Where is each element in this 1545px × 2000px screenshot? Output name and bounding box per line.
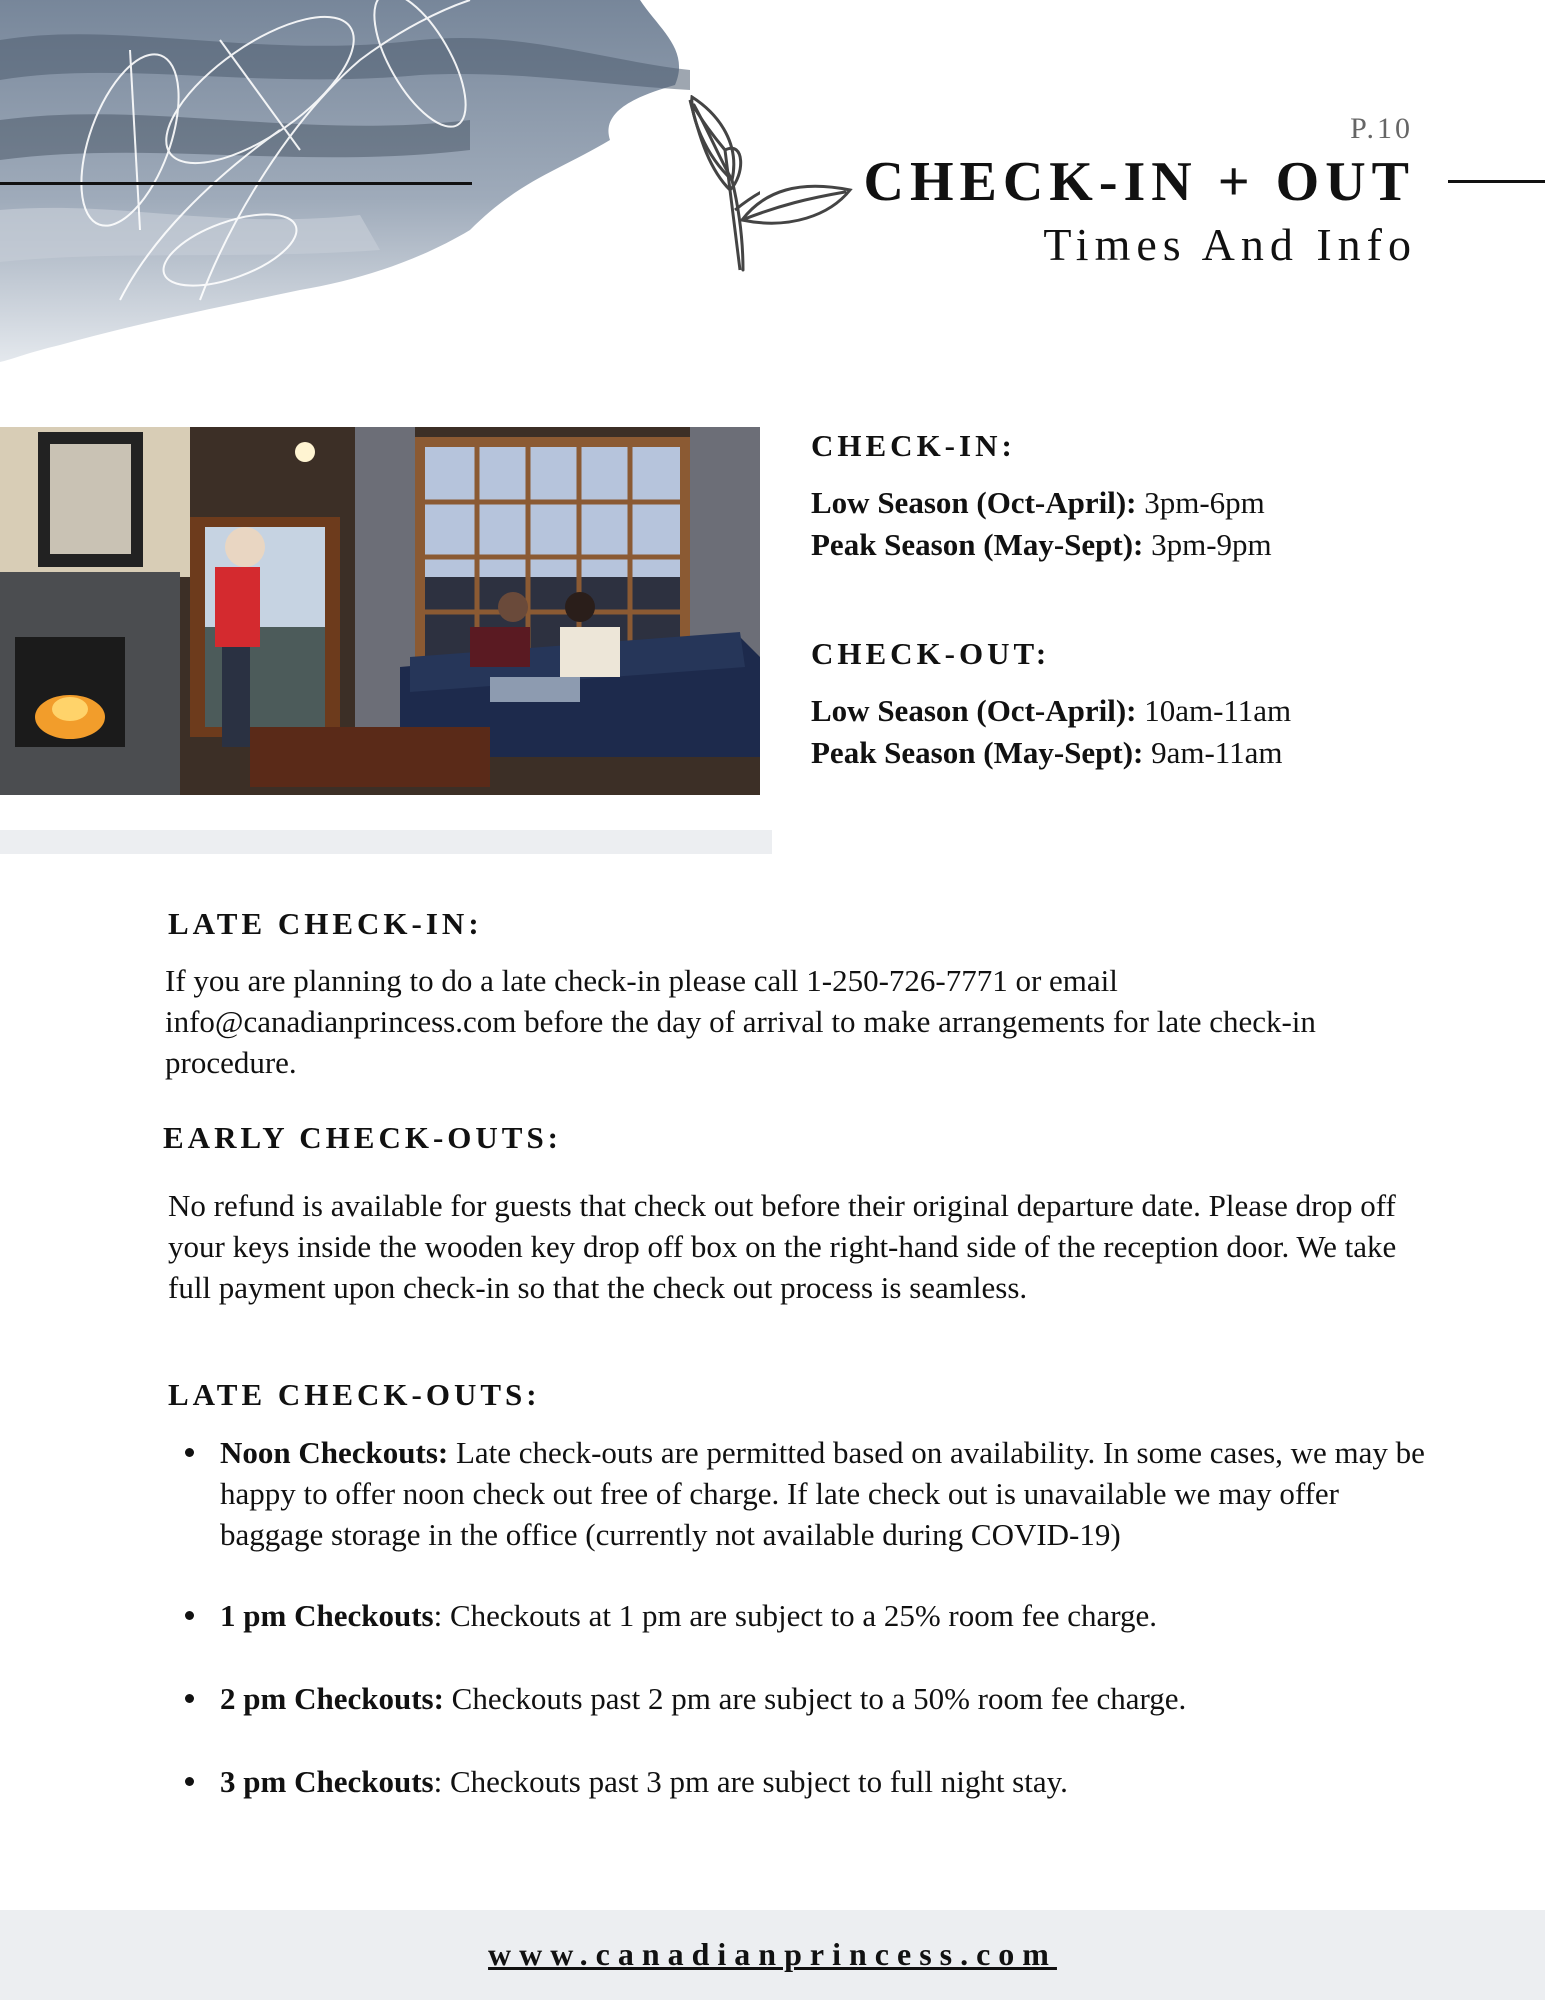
late-check-outs-heading: LATE CHECK-OUTS:: [168, 1377, 541, 1412]
check-in-row: [811, 524, 1511, 566]
item-text: Checkouts at 1 pm are subject to a 25% room fee charge.: [449, 1598, 1157, 1633]
item-text: Checkouts past 2 pm are subject to a 50% room fee charge.: [451, 1681, 1187, 1716]
page-number: P.10: [1350, 112, 1413, 145]
check-out-row: [811, 690, 1511, 732]
item-label: 1 pm Checkouts: [220, 1598, 434, 1633]
item-label: Noon Checkouts:: [220, 1435, 449, 1470]
season-label: Low Season (Oct-April):: [811, 693, 1137, 728]
season-label: Low Season (Oct-April):: [811, 485, 1137, 520]
page-title: CHECK-IN + OUT: [863, 151, 1415, 213]
photo-shadow-band: [0, 830, 772, 854]
season-label: Peak Season (May-Sept):: [811, 735, 1144, 770]
list-item: [165, 1678, 1425, 1719]
early-check-outs-body: [168, 1185, 1418, 1308]
early-check-outs-heading: EARLY CHECK-OUTS:: [163, 1120, 563, 1155]
season-label: Peak Season (May-Sept):: [811, 527, 1144, 562]
item-separator: :: [433, 1764, 443, 1799]
check-out-block: [811, 636, 1511, 774]
check-out-row: [811, 732, 1511, 774]
time-value: 3pm-9pm: [1151, 527, 1272, 562]
check-out-heading: CHECK-OUT:: [811, 636, 1051, 671]
page-subtitle: Times And Info: [1043, 219, 1417, 270]
item-label: 2 pm Checkouts:: [220, 1681, 444, 1716]
late-check-in-text: If you are planning to do a late check-in please call 1-250-726-7771 or email info@canadianprincess.com before the day of arrival to make arrangements for late check-in procedure.: [165, 963, 1316, 1080]
item-text: Checkouts past 3 pm are subject to full night stay.: [449, 1764, 1068, 1799]
list-item: [165, 1595, 1425, 1636]
item-separator: :: [433, 1598, 443, 1633]
check-in-block: [811, 428, 1511, 566]
bullet-icon: [185, 1611, 194, 1620]
time-value: 9am-11am: [1151, 735, 1283, 770]
bullet-icon: [185, 1448, 194, 1457]
late-check-outs-list: [165, 1432, 1425, 1802]
time-value: 3pm-6pm: [1144, 485, 1265, 520]
watercolor-leaf-decoration: [0, 0, 760, 380]
bullet-icon: [185, 1694, 194, 1703]
item-label: 3 pm Checkouts: [220, 1764, 434, 1799]
right-divider-line: [1448, 180, 1545, 183]
lodge-interior-photo: [0, 427, 760, 795]
footer-bar: [0, 1910, 1545, 2000]
late-check-in-heading: LATE CHECK-IN:: [168, 906, 483, 941]
late-check-in-body: [165, 960, 1415, 1083]
item-text: Late check-outs are permitted based on availability. In some cases, we may be happy to offer noon check out free of charge. If late check out is unavailable we may offer baggage storage in the office (currently not available during COVID-19): [220, 1435, 1425, 1552]
late-check-in-section: [168, 906, 1418, 942]
early-check-outs-text: No refund is available for guests that check out before their original departure date. Please drop off your keys inside the wooden key drop off box on the right-hand side of the reception door. We take full payment upon check-in so that the check out process is seamless.: [168, 1188, 1397, 1305]
check-in-row: [811, 482, 1511, 524]
early-check-outs-section: [163, 1120, 1413, 1156]
website-link[interactable]: www.canadianprincess.com: [488, 1936, 1057, 1972]
list-item: [165, 1761, 1425, 1802]
bullet-icon: [185, 1777, 194, 1786]
list-item: [165, 1432, 1425, 1555]
late-check-outs-section: [168, 1377, 1418, 1413]
check-in-heading: CHECK-IN:: [811, 428, 1016, 463]
left-divider-line: [0, 182, 472, 185]
sprig-icon: [680, 95, 860, 275]
time-value: 10am-11am: [1144, 693, 1292, 728]
